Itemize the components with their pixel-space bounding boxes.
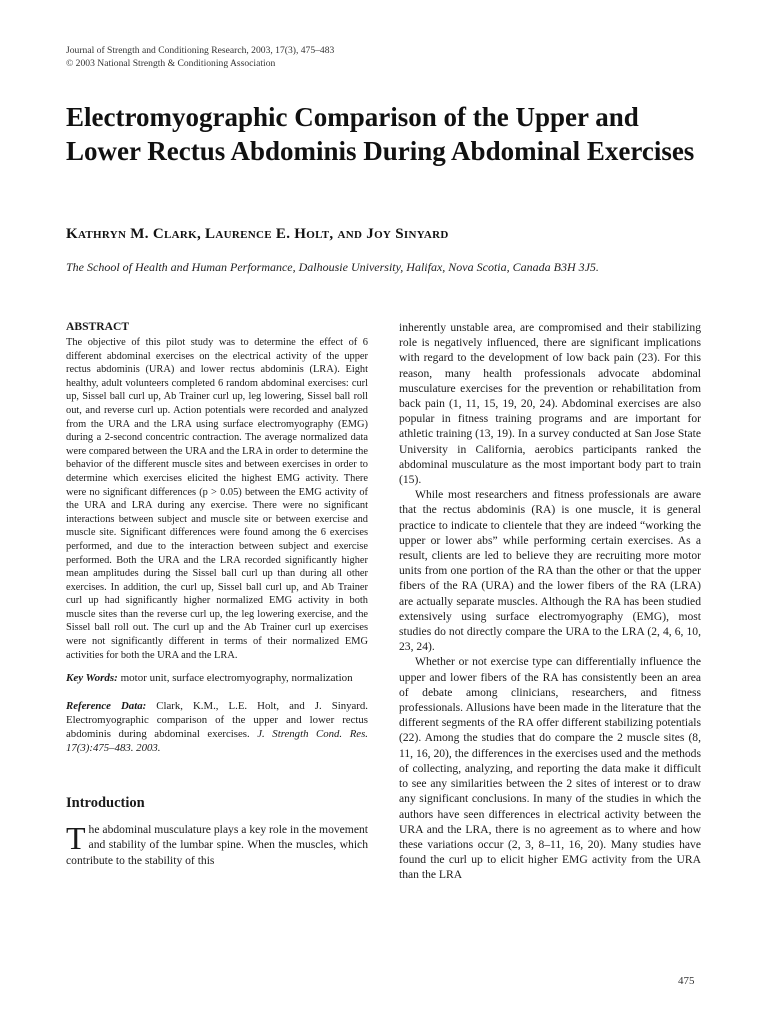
- abstract-heading: ABSTRACT: [66, 320, 130, 333]
- keywords: [66, 671, 368, 685]
- keywords-label: Key Words:: [66, 672, 118, 685]
- reference-data-citation: J. Strength Cond. Res. 17(3):475–483. 2003.: [66, 728, 368, 755]
- drop-cap: T: [66, 820, 86, 857]
- paragraph-1: inherently unstable area, are compromised and their stabilizing role is negatively influenced, there are significant implications with regard to the development of low back pain (23). For this reason, many health professionals advocate abdominal musculature exercises for the prevention or rehabilitation from back pain (1, 11, 15, 19, 20, 24). Abdominal exercises are also popular in fitness training programs and are important for athletic training (13, 19). In a survey conducted at San Jose State University in California, aerobics participants ranked the abdominal musculature as the most important body part to train (15).: [399, 321, 701, 487]
- introduction-text: [66, 822, 368, 868]
- journal-copyright: © 2003 National Strength & Conditioning Association: [66, 58, 276, 69]
- author-list: Kathryn M. Clark, Laurence E. Holt, and Joy Sinyard: [66, 226, 449, 242]
- article-title: Electromyographic Comparison of the Upper and Lower Rectus Abdominis During Abdominal Exercises: [66, 102, 695, 166]
- reference-data: [66, 699, 368, 755]
- right-column: [399, 320, 701, 883]
- journal-citation: Journal of Strength and Conditioning Research, 2003, 17(3), 475–483: [66, 45, 335, 56]
- paragraph-3: Whether or not exercise type can differentially influence the upper and lower fibers of the RA has consistently been an area of debate among clinicians, researchers, and fitness professionals. Allusions have been made in the literature that the different segments of the RA offer different stabilizing potentials (22). Among the studies that do compare the 2 muscle sites (8, 11, 16, 20), the differences in the exercises used and the methods of collecting, analyzing, and reporting the data make it difficult to see any similarities between the 2 sites of interest or to draw any significant conclusions. In many of the studies in which the authors have seen differences in electrical activity between the URA and the LRA, there is no agreement as to where and how these variations occur (2, 3, 8–11, 16, 20). Many studies have found the curl up to elicit higher EMG activity from the URA than the LRA: [399, 655, 701, 882]
- paragraph-2: While most researchers and fitness professionals are aware that the rectus abdominis (RA) is one muscle, it is general practice to indicate to clientele that they are indeed “working the upper or lower abs” while performing certain exercises. As a result, clients are led to believe they are recruiting more motor units from one portion of the RA than the other or that the upper fibers of the RA (URA) and the lower fibers of the RA (LRA) are actually separate muscles. Although the RA has been studied extensively using surface electromyography (EMG), most studies do not directly compare the URA to the LRA (2, 4, 6, 10, 23, 24).: [399, 488, 701, 654]
- abstract-text: The objective of this pilot study was to determine the effect of 6 different abdominal exercises on the electrical activity of the upper rectus abdominis (URA) and lower rectus abdominis (LRA). Eight healthy, adult volunteers completed 6 random abdominal exercises: curl up, Sissel ball curl up, Ab Trainer curl up, leg lowering, Sissel ball roll out, and reverse curl up. Action potentials were recorded and analyzed from the URA and the LRA using surface electromyography (EMG) during a 2-second concentric contraction. The average normalized data were compared between the URA and the LRA in order to determine the behavior of the different muscle sites and between exercises in order to determine which exercises elicited the highest EMG activity. There were no significant differences (p > 0.05) between the EMG activity of the URA and LRA during any exercise. There were no significant interactions between subject and muscle site or between exercise and muscle site. Significant differences were found among the 6 exercises performed, and due to the interaction between subject and exercise performed. Both the URA and the LRA recorded significantly higher mean amplitudes during the Sissel ball curl up than during all other exercises. In addition, the curl up, Sissel ball curl up, and Ab Trainer curl up had significantly higher normalized EMG activity in both muscle sites than the reverse curl up, the leg lowering exercise, and the Sissel ball roll out. The curl up and the Ab Trainer curl up exercises were not significantly different in terms of their normalized EMG activities for both the URA and the LRA.: [66, 337, 368, 661]
- introduction-body: he abdominal musculature plays a key role in the movement and stability of the lumbar spine. When the muscles, which contribute to the stability of this: [66, 823, 368, 867]
- page-number: 475: [678, 975, 695, 987]
- reference-data-text: Clark, K.M., L.E. Holt, and J. Sinyard. Electromyographic comparison of the upper and lower rectus abdominis during abdominal exercises.: [66, 700, 368, 741]
- journal-header: [66, 44, 334, 70]
- reference-data-label: Reference Data:: [66, 700, 147, 713]
- left-column: [66, 320, 368, 868]
- introduction-heading: Introduction: [66, 795, 145, 812]
- author-affiliation: The School of Health and Human Performance, Dalhousie University, Halifax, Nova Scotia, Canada B3H 3J5.: [66, 260, 599, 274]
- keywords-text: motor unit, surface electromyography, normalization: [120, 672, 353, 685]
